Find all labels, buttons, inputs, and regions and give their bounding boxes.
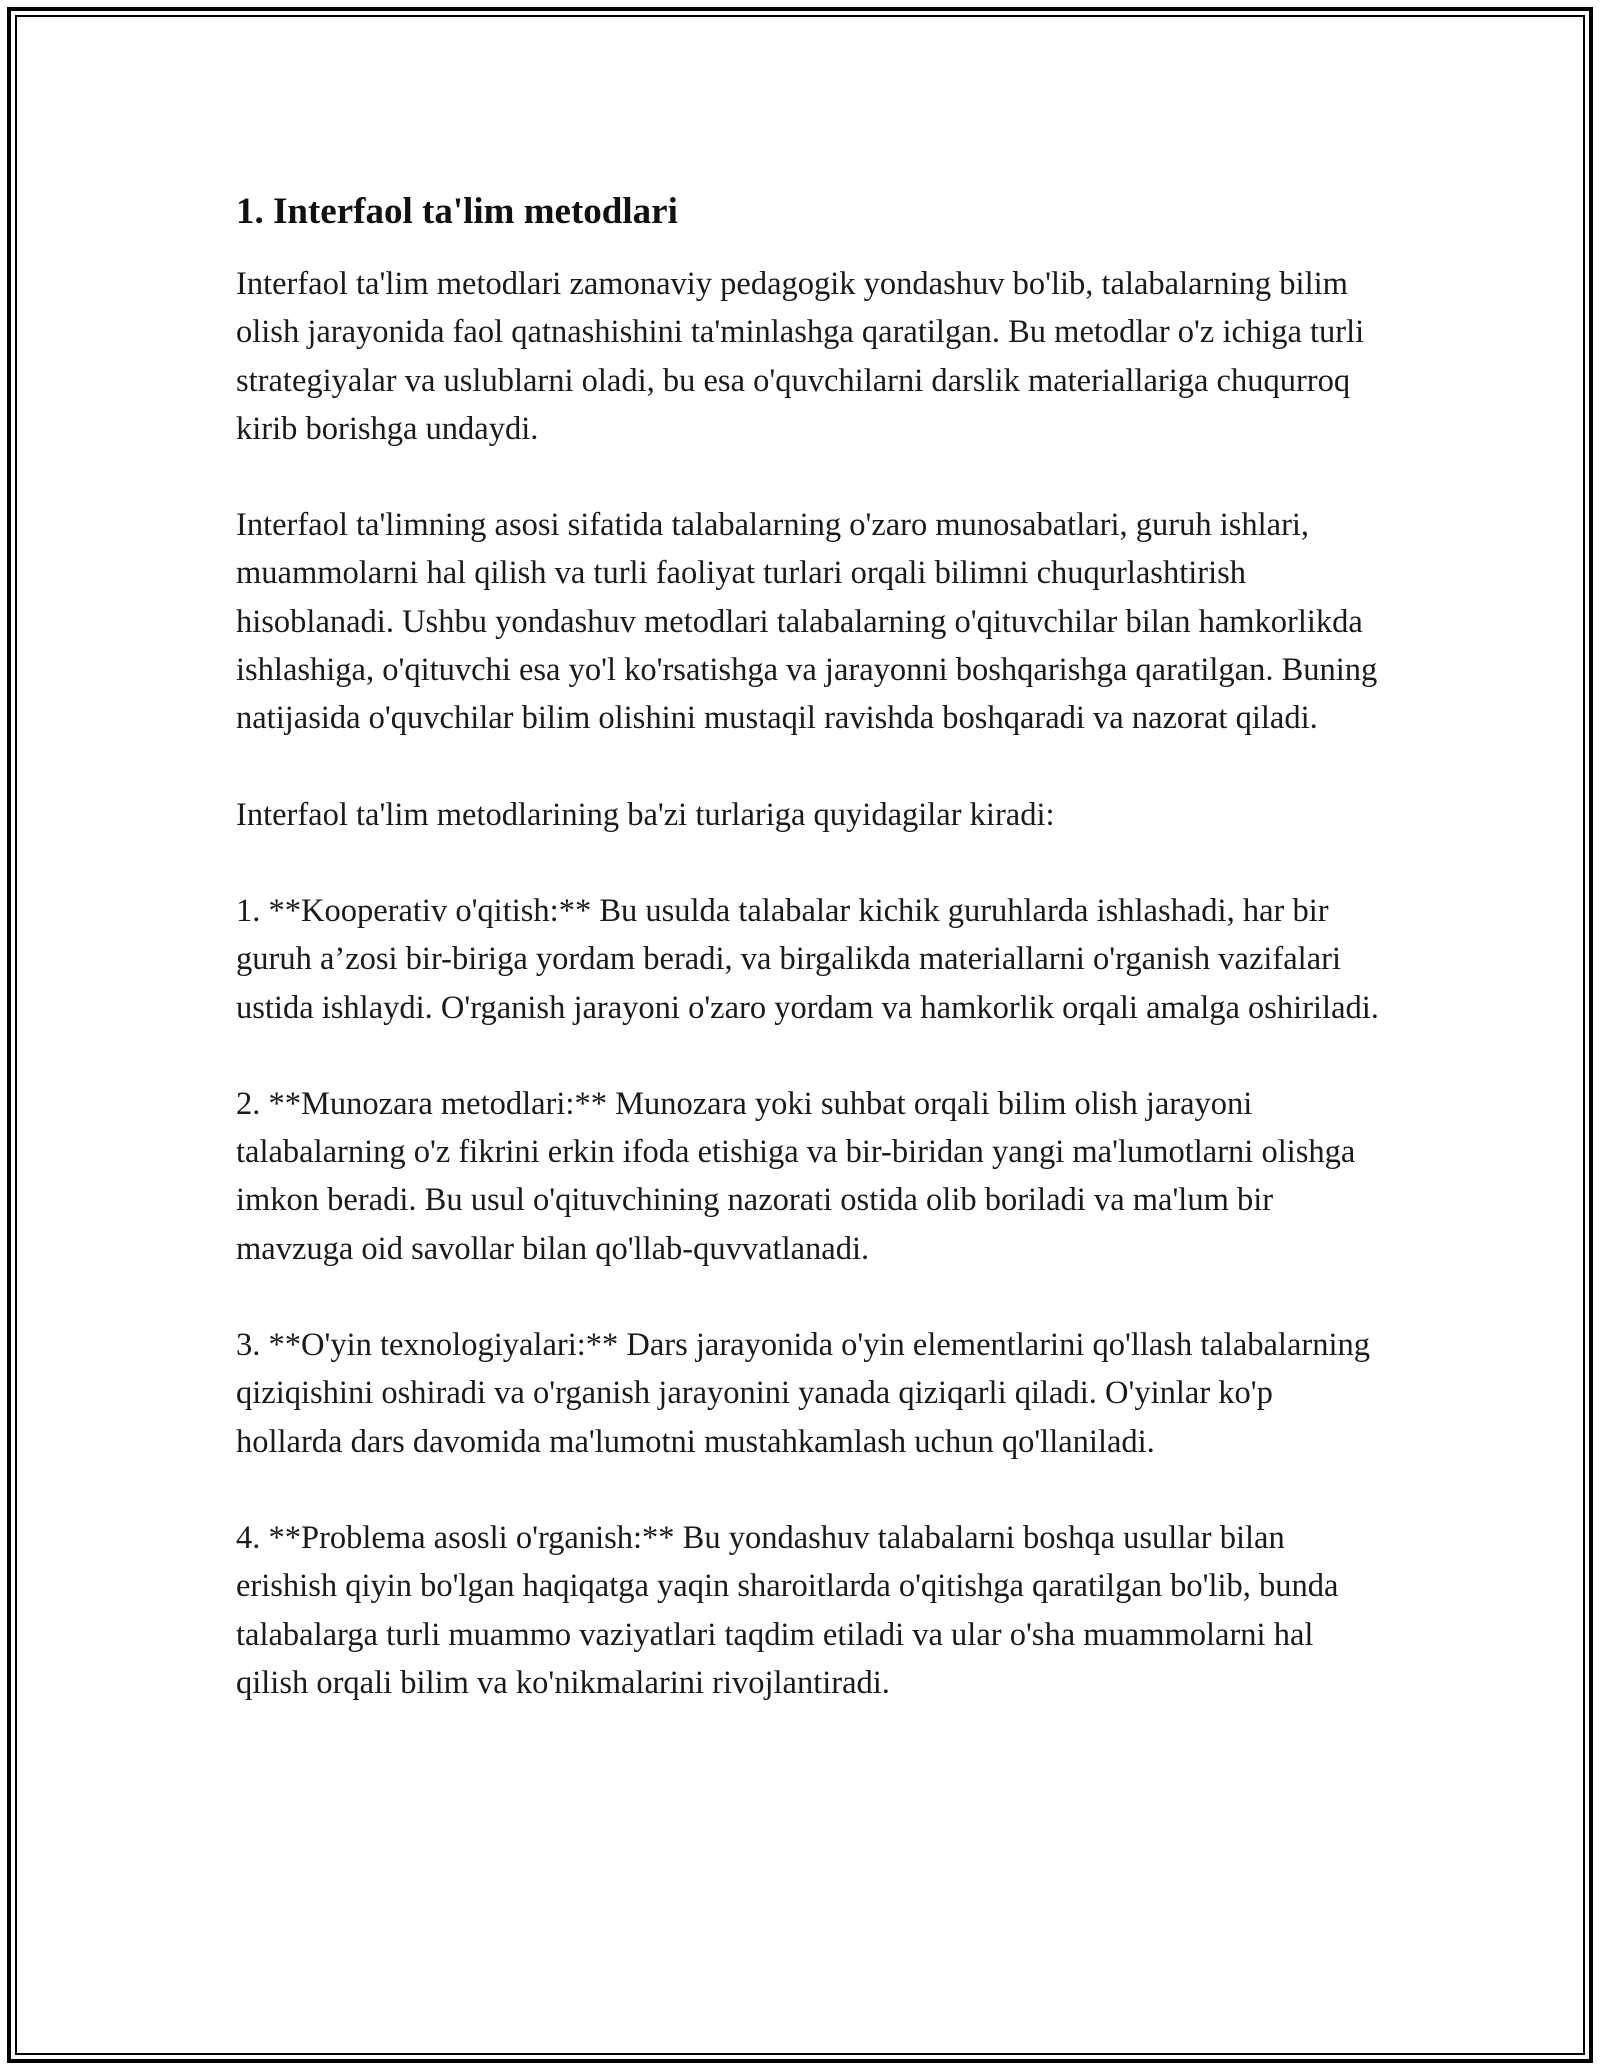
list-item-munozara: 2. **Munozara metodlari:** Munozara yoki suhbat orqali bilim olish jarayoni talabalarning o'z fikrini erkin ifoda etishiga va bir-biridan yangi ma'lumotlarni olishga imkon beradi. Bu usul o'qituvchining nazorati ostida olib boriladi va ma'lum bir mavzuga oid savollar bilan qo'llab-quvvatlanadi. [236, 1085, 1356, 1267]
section-title: 1. Interfaol ta'lim metodlari [236, 191, 678, 232]
paragraph-basis: Interfaol ta'limning asosi sifatida talabalarning o'zaro munosabatlari, guruh ishlari, muammolarni hal qilish va turli faoliyat turlari orqali bilimni chuqurlashtirish hisoblanadi. Ushbu yondashuv metodlari talabalarning o'qituvchilar bilan hamkorlikda ishlashiga, o'qituvchi esa yo'l ko'rsatishga va jarayonni boshqarishga qaratilgan. Buning natijasida o'quvchilar bilim olishini mustaqil ravishda boshqaradi va nazorat qiladi. [236, 507, 1378, 737]
list-item-oyin: 3. **O'yin texnologiyalari:** Dars jarayonida o'yin elementlarini qo'llash talabalarning qiziqishini oshiradi va o'rganish jarayonini yanada qiziqarli qiladi. O'yinlar ko'p hollarda dars davomida ma'lumotni mustahkamlash uchun qo'llaniladi. [236, 1327, 1370, 1460]
list-item-problema: 4. **Problema asosli o'rganish:** Bu yondashuv talabalarni boshqa usullar bilan erishish qiyin bo'lgan haqiqatga yaqin sharoitlarda o'qitishga qaratilgan bo'lib, bunda talabalarga turli muammo vaziyatlari taqdim etiladi va ular o'sha muammolarni hal qilish orqali bilim va ko'nikmalarini rivojlantiradi. [236, 1519, 1339, 1701]
paragraph-types-lead: Interfaol ta'lim metodlarining ba'zi turlariga quyidagilar kiradi: [236, 796, 1055, 833]
paragraph-intro: Interfaol ta'lim metodlari zamonaviy pedagogik yondashuv bo'lib, talabalarning bilim olish jarayonida faol qatnashishini ta'minlashga qaratilgan. Bu metodlar o'z ichiga turli strategiyalar va uslublarni oladi, bu esa o'quvchilarni darslik materiallariga chuqurroq kirib borishga undaydi. [236, 266, 1365, 447]
document-body [236, 186, 1386, 1755]
list-item-kooperativ: 1. **Kooperativ o'qitish:** Bu usulda talabalar kichik guruhlarda ishlashadi, har bir guruh a’zosi bir-biriga yordam beradi, va birgalikda materiallarni o'rganish vazifalari ustida ishlaydi. O'rganish jarayoni o'zaro yordam va hamkorlik orqali amalga oshiriladi. [236, 892, 1379, 1026]
